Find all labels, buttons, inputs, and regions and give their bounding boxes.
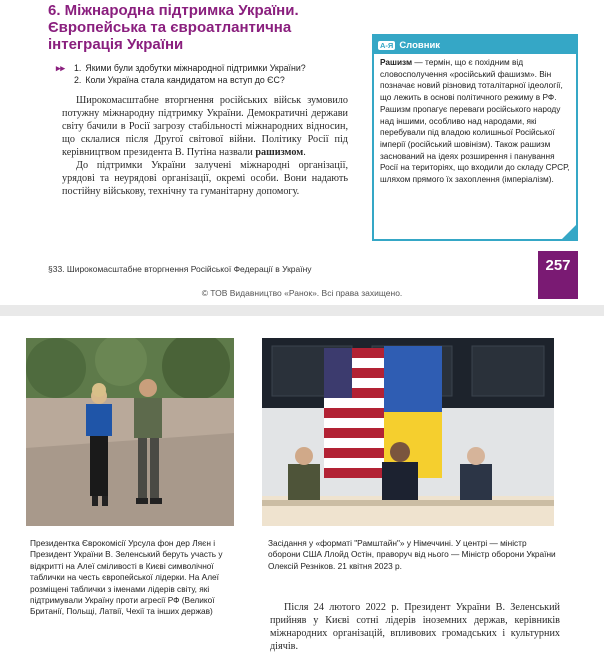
glossary-term: Рашизм [380,57,413,67]
question-text: Якими були здобутки міжнародної підтримки України? [85,63,306,73]
textbook-page-top [0,0,604,305]
review-questions [56,62,356,86]
glossary-entry [374,54,576,189]
copyright-notice: © ТОВ Видавництво «Ранок». Всі права захищено. [201,288,403,298]
main-text [62,94,348,198]
corner-decoration [562,225,576,239]
section-title: 6. Міжнародна підтримка України. Європейська та євроатлантична інтеграція України [48,2,299,53]
question-text: Коли Україна стала кандидатом на вступ до ЄС? [85,75,285,85]
photo-caption: Президентка Єврокомісії Урсула фон дер Ляєн і Президент України В. Зеленський беруть участь у відкритті на Алеї сміливості в Києві символічної таблички на честь європейської лідерки. На Алеї розміщені таблички з іменами лідерів світу, які підтримували Україну проти агресії РФ (Великої Британії, Польщі, Латвії, Чехії та інших держав) [30,538,223,617]
key-term: рашизмом [255,147,304,158]
paragraph: Після 24 лютого 2022 р. Президент України В. Зеленський прийняв у Києві сотні лідерів іноземних держав, керівників міжнародних організацій, впливових громадських і культурних діячів. [270,602,560,652]
photo-caption: Засідання у «форматі "Рамштайн"» у Німеччині. У центрі — міністр оборони США Ллойд Остін, праворуч від нього — Міністр оборони України Олексій Резніков. 21 квітня 2023 р. [268,538,556,571]
main-text-bottom [270,601,560,653]
dictionary-icon: А-Я [380,40,394,50]
paragraph: До підтримки України залучені міжнародні організації, урядові та неурядові організації, окремі особи. Вони надають постійну військову, технічну та гуманітарну допомогу. [62,160,348,197]
photo-von-der-leyen-zelensky [26,338,234,526]
double-arrow-icon: ▸▸ [56,63,65,73]
page-number: 257 [538,251,578,299]
paragraph: Широкомасштабне вторгнення російських військ зумовило потужну міжнародну підтримку України. Демократичні держави світу бачили в Росії загрозу стабільності міжнародних відносин, що склалися після Другої світової війни. Політику Росії під керівництвом президента В. Путіна назвали рашизмом. [62,95,348,158]
question-item [56,74,356,86]
question-item [56,62,356,74]
photo-ramstein-meeting [262,338,554,526]
running-footer: §33. Широкомасштабне вторгнення Російської Федерації в Україну [48,264,312,274]
glossary-heading: Словник [399,39,441,51]
question-number: 1. [74,63,82,73]
question-number: 2. [74,75,82,85]
glossary-definition: — термін, що є похідним від словосполучення «російський фашизм». Він позначає новий різновид тоталітарної ідеології, що лежить в основі політичного режиму в РФ. Рашизм пропагує переваги російського народу над іншими, особливо над народами, які перебували під владою колишньої Російської імперії (російський шовінізм). Також рашизм заснований на ідеях розширення і панування Росії на територіях, що входили до складу СРСР, шляхом прямого їх захоплення (імперіалізм). [380,57,570,185]
glossary-box [372,34,578,241]
glossary-header [374,36,576,54]
